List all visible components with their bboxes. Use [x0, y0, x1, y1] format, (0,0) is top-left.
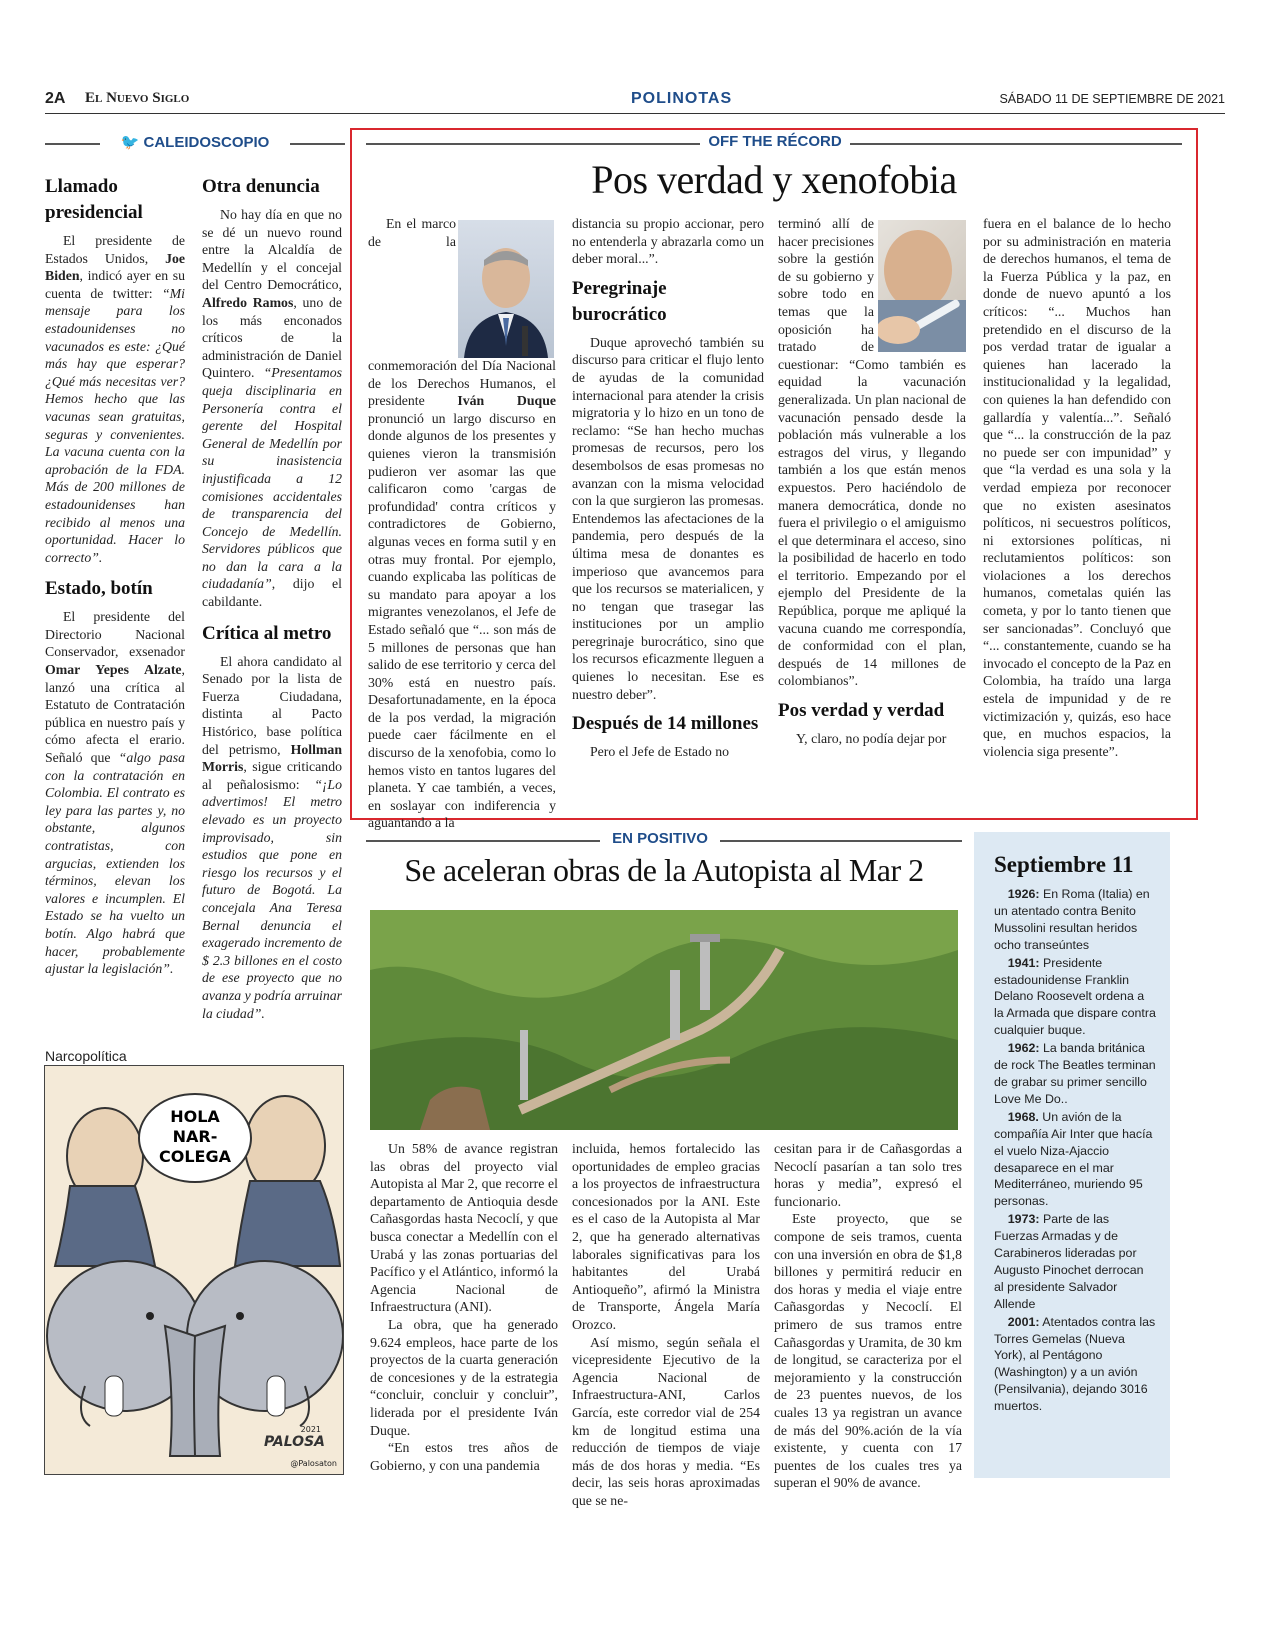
- paragraph: La obra, que ha generado 9.624 empleos, hace parte de los proyectos de la cuarta generación de concesiones y de la estrategia “concluir, concluir y concluir”, liderada por el presidente Iván Duque.: [370, 1316, 558, 1438]
- paragraph: Duque aprovechó también su discurso para criticar el flujo lento de ayudas de la comunidad internacional para atender la crisis migratoria y lo hizo en un tono de reclamo: “Se han hecho muchas promesas de recursos, pero los desembolsos de esas promesas no avanzan con la misma velocidad con la que surgieron las promesas. Entendemos las afectaciones de la pandemia, pero después de la última mesa de donantes es imperioso que avancemos para que los recursos se materialicen, y no tengan que trasegar las instituciones por un amplio peregrinaje burocrático, sino que los recursos eficazmente lleguen a quienes lo necesitan. Ese es nuestro deber”.: [572, 334, 764, 702]
- bubble-line-1: HOLA: [170, 1107, 220, 1126]
- en-positivo-kicker: EN POSITIVO: [600, 830, 720, 847]
- cartoon-credit: @Palosaton: [290, 1459, 337, 1468]
- efemeride-item: 2001: Atentados contra las Torres Gemelas (Nueva York), al Pentágono (Washington) y a un avión (Pensilvania), dejando 3016 muertos.: [994, 1314, 1156, 1414]
- paragraph: incluida, hemos fortalecido las oportunidades de empleo gracias a los proyectos de infraestructura concesionados por la ANI. Este es el caso de la Autopista al Mar 2, que ha generado alternativas laborales significativas para los habitantes del Urabá Antioqueño”, afirmó la Ministra de Transporte, Ángela María Orozco.: [572, 1141, 760, 1332]
- paragraph: Así mismo, según señala el vicepresidente Ejecutivo de la Agencia Nacional de Infraestructura-ANI, Carlos García, este corredor vial de 254 km de longitud estima una reducción de tiempos de viaje más de dos horas y media. “Es decir, las seis horas aproximadas que se ne-: [572, 1334, 760, 1508]
- caleidoscopio-column-1: [45, 170, 185, 978]
- efemeride-item: 1941: Presidente estadounidense Franklin Delano Roosevelt ordena a la Armada que dispare contra cualquier buque.: [994, 955, 1156, 1038]
- newspaper-name: El Nuevo Siglo: [85, 90, 190, 106]
- en-positivo-headline: Se aceleran obras de la Autopista al Mar 2: [404, 852, 924, 888]
- caleidoscopio-kicker: 🐦 CALEIDOSCOPIO: [100, 133, 290, 151]
- editorial-cartoon: [44, 1065, 344, 1475]
- headline-peregrinaje: Peregrinaje burocrático: [572, 277, 667, 325]
- off-record-column-2: [572, 215, 764, 761]
- paragraph: “En estos tres años de Gobierno, y con una pandemia: [370, 1440, 558, 1473]
- caleidoscopio-column-2: [202, 170, 342, 1022]
- off-record-column-1-text: [368, 215, 556, 832]
- twitter-bird-icon: 🐦: [120, 134, 140, 151]
- section-name: POLINOTAS: [631, 90, 733, 107]
- paragraph: Este proyecto, que se compone de seis tramos, cuenta con una inversión en obra de $1,8 billones y permitirá reducir en dos horas y media el viaje entre Cañasgordas y Necoclí. El primero de sus tramos entre Cañasgordas y Uramita, de 30 km de longitud, se caracteriza por el mejoramiento y la construcción de 23 puentes nuevos, de los cuales 13 ya registran un avance de más del 90%.ación de la vía existente, y cuenta con 17 puentes de los cuales tres ya superan el 90% de avance.: [774, 1211, 962, 1491]
- headline-critica-metro: Crítica al metro: [202, 622, 332, 644]
- efemerides-title: Septiembre 11: [994, 852, 1134, 877]
- paragraph: El ahora candidato al Senado por la lista de Fuerza Ciudadana, distinta al Pacto Histórico, base política del petrismo, Hollman Morris, sigue criticando al peñalosismo: “¡Lo advertimos! El metro elevado es un proyecto improvisado, sin estudios que pone en riesgo los recursos y el futuro de Bogotá. La concejala Ana Teresa Bernal denuncia el exagerado incremento de $ 2.3 billones en el costo de ese proyecto que no avanza y podría arruinar la ciudad”.: [202, 653, 343, 1021]
- bubble-line-3: COLEGA: [159, 1147, 231, 1166]
- paragraph: cesitan para ir de Cañasgordas a Necoclí pasarían a tan solo tres horas y media”, expresó el funcionario.: [774, 1141, 962, 1209]
- headline-pos-verdad-y-verdad: Pos verdad y verdad: [778, 700, 945, 722]
- issue-date: SÁBADO 11 DE SEPTIEMBRE DE 2021: [999, 92, 1225, 106]
- en-positivo-column-3: [774, 1140, 962, 1492]
- paragraph: distancia su propio accionar, pero no entenderla y abrazarla como un deber moral...”.: [572, 216, 764, 267]
- en-positivo-column-2: [572, 1140, 760, 1509]
- bubble-line-2: NAR-: [172, 1127, 218, 1146]
- cartoon-year: 2021: [300, 1425, 321, 1434]
- page-header: [45, 88, 1225, 114]
- off-record-column-3: [778, 215, 966, 748]
- efemeride-item: 1926: En Roma (Italia) en un atentado contra Benito Mussolini resultan heridos ocho transeúntes: [994, 887, 1150, 952]
- off-record-headline: Pos verdad y xenofobia: [591, 157, 957, 202]
- off-record-column-4: [983, 215, 1171, 760]
- headline-estado-botin: Estado, botín: [45, 578, 153, 600]
- headline-despues-14-millones: Después de 14 millones: [572, 713, 759, 735]
- paragraph: terminó allí de hacer precisiones sobre la gestión de su gobierno y sobre todo en temas que la oposición ha tratado de cuestionar: “Como también es equidad la vacunación generalizada. Un plan nacional de vacunación pensado desde la población más vulnerable a los estragos del virus, y llegando también a los que están menos expuestos. Pero haciéndolo de manera democrática, donde no fuera el privilegio o el amiguismo el que determinara el acceso, sino la posibilidad de hacerlo en todo el territorio. Empezando por el ejemplo del Presidente de la República, porque me apliqué la vacuna cuando me correspondía, de conformidad con el plan, después de 14 millones de colombianos”.: [778, 216, 966, 689]
- cartoon-label: Narcopolítica: [45, 1048, 127, 1064]
- paragraph: fuera en el balance de lo hecho por su administración en materia de derechos humanos, el tema de la Fuerza Pública y la paz, en donde de nuevo apuntó a los críticos: “... Muchos han pretendido en el discurso de la pos verdad tratar de igualar a quienes han lacerado la institucionalidad y la legalidad, con quienes la han defendido con gallardía y valentía...”. Señaló que “... la construcción de la paz no puede ser con impunidad” y que “la verdad es una sola y la verdad empieza por reconocer que no existen asesinatos políticos, ni secuestros políticos, ni extorsiones políticas, ni reclutamientos políticos: son violaciones a los derechos humanos, cometalas quién las cometa, y por lo tanto tienen que ser sancionadas”. Concluyó que “... constantemente, cuando se ha invocado el concepto de la Paz en Colombia, ha traído una larga estela de impunidad y de re victimización y, quizás, eso hace que, en muchos espacios, la violencia siga presente”.: [983, 216, 1171, 759]
- headline-llamado: Llamado presidencial: [45, 176, 143, 223]
- paragraph: El presidente del Directorio Nacional Conservador, exsenador Omar Yepes Alzate, lanzó una crítica al Estatuto de Contratación pública en nuestro país y cómo afecta el erario. Señaló que “algo pasa con la contratación en Colombia. El contrato es ley para las partes y, no obstante, algunos contratistas, con argucias, extienden los términos, elevan los valores e incumplen. El Estado se ha vuelto un botín. Algo habrá que hacer, probablemente ajustar la legislación”.: [45, 609, 186, 977]
- paragraph: Y, claro, no podía dejar por: [796, 731, 947, 747]
- off-record-kicker: OFF THE RÉCORD: [700, 133, 850, 150]
- highway-construction-photo: [370, 910, 958, 1130]
- en-positivo-column-1: [370, 1140, 558, 1474]
- headline-otra-denuncia: Otra denuncia: [202, 176, 320, 197]
- paragraph: Pero el Jefe de Estado no: [590, 744, 730, 760]
- cartoonist-signature: PALOSA: [263, 1434, 325, 1450]
- efemeride-item: 1968. Un avión de la compañía Air Inter que hacía el vuelo Niza-Ajaccio desaparece en el mar Mediterráneo, muriendo 95 personas.: [994, 1109, 1153, 1209]
- efemerides-sidebar: [974, 832, 1170, 1478]
- paragraph: En el marco de la conmemoración del Día Nacional de los Derechos Humanos, el presidente Iván Duque pronunció un largo discurso en donde algunos de los presentes y quienes vieron la transmisión pudieron ver asomar las que calificaron como 'cargas de profundidad' contra críticos y contradictores de Gobierno, algunas veces en forma sutil y en otras muy frontal. Por ejemplo, cuando explicaba las políticas de su mandato para apoyar a los migrantes venezolanos, el Jefe de Estado señaló que “... son más de 5 millones de personas que han salido de ese territorio y cerca del 30% está en nuestro país. Desafortunadamente, en la época de la pos verdad, la migración puede caer fácilmente en el discurso de la xenofobia, como lo hemos visto en tantos lugares del planeta. Y cae también, a veces, en soslayar con indiferencia y aguantando a la: [368, 216, 556, 831]
- paragraph: Un 58% de avance registran las obras del proyecto vial Autopista al Mar 2, que recorre el departamento de Antioquia desde Cañasgordas hasta Necoclí, y que busca conectar a Medellín con el Urabá y las zonas portuarias del Pacífico y el Atlántico, informó la Agencia Nacional de Infraestructura (ANI).: [370, 1141, 558, 1315]
- page-number: 2A: [45, 90, 66, 107]
- paragraph: No hay día en que no se dé un nuevo round entre la Alcaldía de Medellín y el concejal del Centro Democrático, Alfredo Ramos, uno de los más enconados críticos de la administración de Daniel Quintero. “Presentamos queja disciplinaria en Personería contra el gerente del Hospital General de Medellín por su inasistencia injustificada a 12 comisiones accidentales de transparencia del Concejo de Medellín. Servidores públicos que no dan la cara a la ciudadanía”, dijo el cabildante.: [202, 207, 342, 610]
- efemeride-item: 1962: La banda británica de rock The Beatles terminan de grabar su primer sencillo Love Me Do..: [994, 1041, 1156, 1106]
- paragraph: El presidente de Estados Unidos, Joe Biden, indicó ayer en su cuenta de twitter: “Mi mensaje para los estadounidenses no vacunados es este: ¿Qué más hay que esperar? ¿Qué más necesitas ver? Hemos hecho que las vacunas sean gratuitas, seguras y convenientes. La vacuna cuenta con la aprobación de la FDA. Más de 200 millones de estadounidenses han recibido al menos una oportunidad. Hacer lo correcto”.: [45, 233, 185, 565]
- efemeride-item: 1973: Parte de las Fuerzas Armadas y de Carabineros lideradas por Augusto Pinochet derrocan al presidente Salvador Allende: [994, 1212, 1144, 1311]
- cartoon-drawing: [45, 1066, 344, 1475]
